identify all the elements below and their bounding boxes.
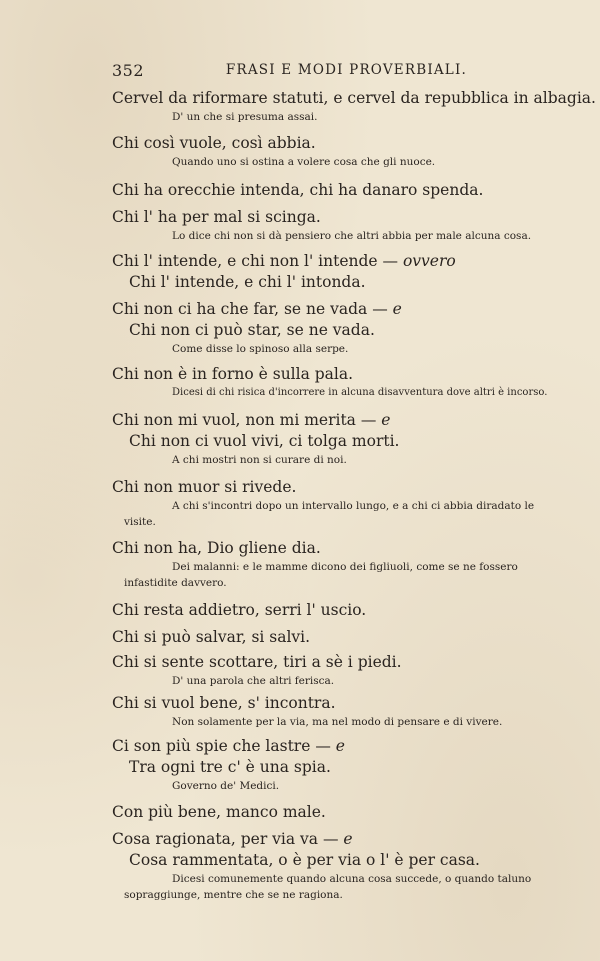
proverb-gloss: Come disse lo spinoso alla serpe. <box>172 343 349 355</box>
proverb-gloss: A chi mostri non si curare di noi. <box>172 454 347 466</box>
proverb-line-1 <box>112 251 562 272</box>
proverb-line-2: Chi l' intende, e chi l' intonda. <box>129 273 366 291</box>
proverb-text: Ci son più spie che lastre — <box>112 737 331 755</box>
proverb-gloss: Dicesi comunemente quando alcuna cosa succede, o quando taluno sopraggiunge, mentre che se ne ragiona. <box>124 873 532 901</box>
proverb-entry <box>112 693 562 730</box>
proverb-gloss: D' un che si presuma assai. <box>172 111 318 123</box>
page-number: 352 <box>112 61 145 80</box>
page-header <box>112 61 467 81</box>
proverb-line-2: Chi non ci può star, se ne vada. <box>129 321 375 339</box>
proverb-entry <box>112 251 562 293</box>
proverb-gloss: A chi s'incontri dopo un intervallo lungo, e a chi ci abbia diradato le visite. <box>124 500 535 528</box>
proverb-gloss: Dei malanni: e le mamme dicono dei figliuoli, come se ne fossero infastidite davvero. <box>124 561 518 589</box>
proverb-text: Chi non ha, Dio gliene dia. <box>112 539 321 557</box>
proverb-gloss: Dicesi di chi risica d'incorrere in alcuna disavventura dove altri è incorso. <box>172 387 548 398</box>
proverb-text: Chi ha orecchie intenda, chi ha danaro spenda. <box>112 181 484 199</box>
proverb-gloss: Quando uno si ostina a volere cosa che gli nuoce. <box>172 156 436 168</box>
proverb-text: Chi si vuol bene, s' incontra. <box>112 694 336 712</box>
proverb-text: Chi non mi vuol, non mi merita — <box>112 411 377 429</box>
proverb-gloss: Lo dice chi non si dà pensiero che altri abbia per male alcuna cosa. <box>172 230 532 242</box>
proverb-entry <box>112 207 562 244</box>
proverb-entry <box>112 299 562 357</box>
proverb-entry <box>112 364 562 401</box>
proverb-text: Cosa ragionata, per via va — <box>112 830 339 848</box>
proverb-text: Chi non muor si rivede. <box>112 478 297 496</box>
proverb-entry <box>112 736 562 794</box>
proverb-text: Chi l' ha per mal si scinga. <box>112 208 321 226</box>
proverb-line-1 <box>112 299 562 320</box>
proverb-entry <box>112 477 562 530</box>
proverb-line-1 <box>112 736 562 757</box>
proverb-entry <box>112 802 562 823</box>
proverb-entry <box>112 538 562 591</box>
proverb-entry <box>112 829 562 903</box>
proverb-connector: ovvero <box>402 252 456 270</box>
proverb-text: Chi l' intende, e chi non l' intende — <box>112 252 399 270</box>
proverb-line-1 <box>112 829 562 850</box>
proverb-text: Con più bene, manco male. <box>112 803 326 821</box>
proverb-entry <box>112 180 562 201</box>
proverb-entry <box>112 627 562 648</box>
proverb-text: Chi non è in forno è sulla pala. <box>112 365 354 383</box>
proverb-text: Chi non ci ha che far, se ne vada — <box>112 300 388 318</box>
proverb-line-2: Tra ogni tre c' è una spia. <box>129 758 331 776</box>
proverb-text: Cervel da riformare statuti, e cervel da repubblica in albagia. <box>112 89 596 107</box>
proverb-text: Chi si sente scottare, tiri a sè i piedi. <box>112 653 402 671</box>
proverb-line-2: Chi non ci vuol vivi, ci tolga morti. <box>129 432 400 450</box>
proverb-entry <box>112 652 562 689</box>
proverb-gloss: D' una parola che altri ferisca. <box>172 675 335 687</box>
running-title: FRASI E MODI PROVERBIALI. <box>225 62 467 78</box>
proverb-connector: e <box>392 300 402 318</box>
proverb-list <box>112 88 596 903</box>
proverb-connector: e <box>381 411 391 429</box>
proverb-line-2: Cosa rammentata, o è per via o l' è per casa. <box>129 851 480 869</box>
proverb-text: Chi così vuole, così abbia. <box>112 134 316 152</box>
proverb-line-1 <box>112 410 562 431</box>
proverb-gloss: Governo de' Medici. <box>172 780 280 792</box>
proverb-text: Chi resta addietro, serri l' uscio. <box>112 601 367 619</box>
proverb-gloss: Non solamente per la via, ma nel modo di pensare e di vivere. <box>172 716 503 728</box>
proverb-connector: e <box>343 830 353 848</box>
proverb-entry <box>112 133 562 170</box>
proverb-entry <box>112 88 596 125</box>
proverb-entry <box>112 410 562 468</box>
proverb-connector: e <box>335 737 345 755</box>
proverb-entry <box>112 600 562 621</box>
proverb-text: Chi si può salvar, si salvi. <box>112 628 311 646</box>
